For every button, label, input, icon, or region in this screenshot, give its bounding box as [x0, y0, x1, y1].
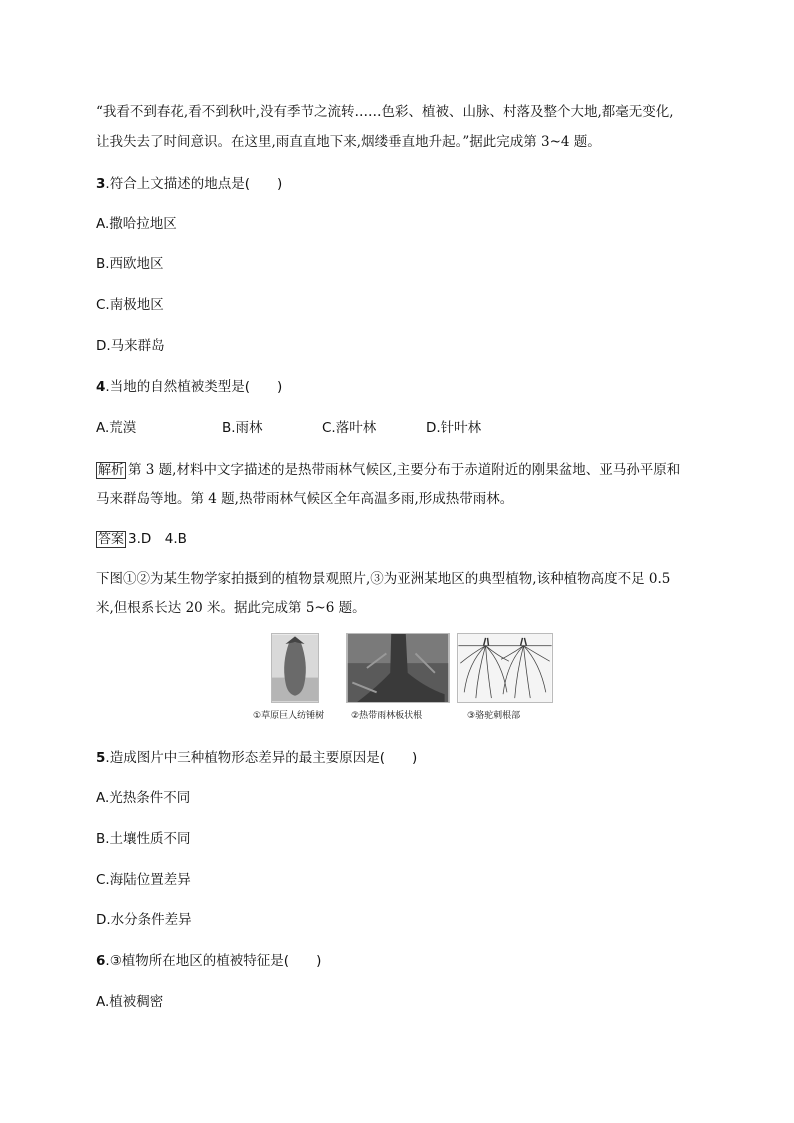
question-4-stem: [96, 375, 282, 395]
q4-option-a: A.荒漠: [96, 420, 137, 436]
q5-option-b: B.土壤性质不同: [96, 831, 191, 847]
question-6-text: .③植物所在地区的植被特征是( ): [105, 953, 322, 969]
q3-option-b: B.西欧地区: [96, 256, 164, 272]
bottle-tree-photo: [271, 633, 319, 703]
q5-option-a: A.光热条件不同: [96, 790, 191, 806]
q3-option-d: D.马来群岛: [96, 338, 165, 354]
question-3-stem: [96, 172, 282, 192]
answer-text: 3.D 4.B: [128, 531, 187, 547]
question-6-number: 6: [96, 953, 106, 969]
answer-line: [96, 527, 187, 548]
plant-figure: [253, 633, 553, 723]
q5-option-c: C.海陆位置差异: [96, 872, 191, 888]
camelthorn-root-drawing: [457, 633, 553, 703]
question-5-text: .造成图片中三种植物形态差异的最主要原因是( ): [105, 750, 418, 766]
passage2-line1: 下图①②为某生物学家拍摄到的植物景观照片,③为亚洲某地区的典型植物,该种植物高度不足 0.5: [96, 571, 671, 587]
q5-option-d: D.水分条件差异: [96, 912, 192, 928]
passage2-line2: 米,但根系长达 20 米。据此完成第 5~6 题。: [96, 600, 366, 616]
q3-option-a: A.撒哈拉地区: [96, 216, 177, 232]
question-3-number: 3: [96, 176, 106, 192]
caption-bottle-tree: ①草原巨人纺锤树: [253, 711, 325, 721]
passage1-line2: 让我失去了时间意识。在这里,雨直直地下来,烟缕垂直地升起。”据此完成第 3~4 题。: [96, 134, 601, 150]
analysis-text1: 第 3 题,材料中文字描述的是热带雨林气候区,主要分布于赤道附近的刚果盆地、亚马孙平原和: [128, 462, 681, 478]
buttress-root-photo: [346, 633, 450, 703]
q6-option-a: A.植被稠密: [96, 994, 164, 1010]
caption-buttress-root: ②热带雨林板状根: [351, 711, 423, 721]
q4-option-d: D.针叶林: [426, 420, 482, 436]
answer-tag: 答案: [98, 532, 125, 547]
question-3-text: .符合上文描述的地点是( ): [105, 176, 283, 192]
analysis-line1: [96, 458, 680, 479]
question-5-stem: [96, 746, 417, 766]
passage1-line1: “我看不到春花,看不到秋叶,没有季节之流转……色彩、植被、山脉、村落及整个大地,都毫无变化,: [96, 104, 674, 120]
question-4-number: 4: [96, 379, 106, 395]
q4-options: [96, 416, 481, 436]
caption-camelthorn: ③骆驼刺根部: [467, 711, 521, 721]
question-5-number: 5: [96, 750, 106, 766]
analysis-tag: 解析: [98, 463, 125, 478]
question-6-stem: [96, 949, 321, 969]
q3-option-c: C.南极地区: [96, 297, 164, 313]
analysis-line2: 马来群岛等地。第 4 题,热带雨林气候区全年高温多雨,形成热带雨林。: [96, 491, 514, 507]
question-4-text: .当地的自然植被类型是( ): [105, 379, 283, 395]
q4-option-c: C.落叶林: [322, 420, 377, 436]
q4-option-b: B.雨林: [222, 420, 263, 436]
